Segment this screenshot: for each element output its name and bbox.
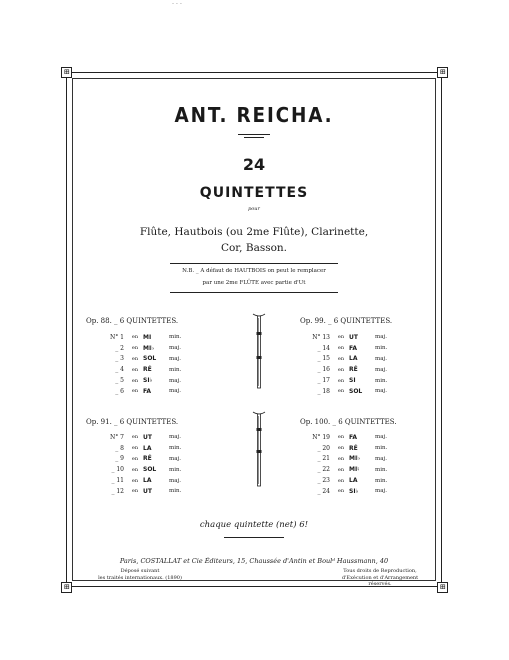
- list-item: _ 17 en SI min.: [317, 377, 388, 385]
- list-item: _ 11 en LA maj.: [111, 477, 181, 485]
- list-item: _ 23 en LA min.: [317, 477, 388, 485]
- deposit-line-1: Déposé suivant: [120, 568, 160, 574]
- deposit-line-2: les traités internationaux. (1890): [98, 575, 182, 581]
- list-item: N° 13 en UT maj.: [312, 333, 387, 341]
- list-item: _ 12 en UT min.: [111, 487, 182, 495]
- list-item: _ 15 en LA maj.: [317, 355, 387, 363]
- list-item: _ 22 en MI♮ min.: [317, 466, 388, 474]
- list-item: _ 16 en RÉ maj.: [317, 366, 387, 374]
- flute-illustration-lower: [252, 410, 266, 488]
- divider-rule: [238, 134, 270, 135]
- opus-heading: Op. 91. _ 6 QUINTETTES.: [86, 418, 179, 426]
- note-rule-top: [170, 263, 338, 264]
- list-item: _ 5 en SI♭ maj.: [115, 377, 181, 385]
- note-rule-bottom: [170, 292, 338, 293]
- list-item: N° 7 en UT maj.: [110, 433, 181, 441]
- quintet-list: [300, 332, 410, 397]
- list-item: _ 24 en SI♭ maj.: [317, 487, 387, 495]
- rights-line-1: Tous droits de Reproduction,: [343, 568, 417, 574]
- pour-text: pour: [248, 206, 260, 212]
- work-heading: QUINTETTES: [199, 185, 309, 201]
- list-item: _ 8 en LA min.: [115, 444, 182, 452]
- list-item: _ 3 en SOL maj.: [115, 355, 181, 363]
- publisher-line: Paris, COSTALLAT et Cie Éditeurs, 15, Chaussée d'Antin et Boulᵈ Haussmann, 40: [119, 557, 389, 565]
- price-line: chaque quintette (net) 6!: [199, 520, 309, 530]
- divider-rule: [244, 137, 264, 138]
- work-count: 24: [242, 155, 266, 174]
- corner-ornament-bottom-right: ⊞: [437, 582, 448, 593]
- rights-line-2: d'Exécution et d'Arrangement réservés.: [341, 575, 419, 587]
- list-item: _ 9 en RÉ maj.: [115, 455, 181, 463]
- list-item: _ 6 en FA maj.: [115, 387, 181, 395]
- price-rule: [224, 537, 284, 538]
- opus-heading: Op. 100. _ 6 QUINTETTES.: [300, 418, 397, 426]
- list-item: _ 18 en SOL maj.: [317, 387, 387, 395]
- quintet-list: [300, 432, 410, 497]
- flute-illustration-upper: [252, 312, 266, 390]
- corner-ornament-top-left: ⊞: [61, 67, 72, 78]
- list-item: _ 14 en FA min.: [317, 344, 388, 352]
- corner-ornament-top-right: ⊞: [437, 67, 448, 78]
- quintet-list: [94, 432, 204, 497]
- corner-ornament-bottom-left: ⊞: [61, 582, 72, 593]
- list-item: _ 20 en RÉ min.: [317, 444, 388, 452]
- composer-title: ANT. REICHA.: [174, 103, 334, 127]
- top-mark: - - -: [172, 0, 182, 7]
- instrumentation-line-1: Flûte, Hautbois (ou 2me Flûte), Clarinette,: [139, 226, 369, 238]
- quintet-list: [94, 332, 204, 397]
- list-item: N° 19 en FA maj.: [312, 433, 387, 441]
- list-item: _ 4 en RÉ min.: [115, 366, 182, 374]
- list-item: N° 1 en MI min.: [110, 333, 182, 341]
- note-line-2: par une 2me FLÛTE avec partie d'Ut: [202, 280, 306, 286]
- list-item: _ 2 en MI♭ maj.: [115, 344, 181, 352]
- opus-heading: Op. 88. _ 6 QUINTETTES.: [86, 317, 179, 325]
- opus-heading: Op. 99. _ 6 QUINTETTES.: [300, 317, 393, 325]
- note-line-1: N.B. _ A défaut de HAUTBOIS on peut le remplacer: [182, 268, 326, 274]
- list-item: _ 10 en SOL min.: [111, 466, 182, 474]
- instrumentation-line-2: Cor, Basson.: [220, 242, 288, 254]
- list-item: _ 21 en MI♭ maj.: [317, 455, 387, 463]
